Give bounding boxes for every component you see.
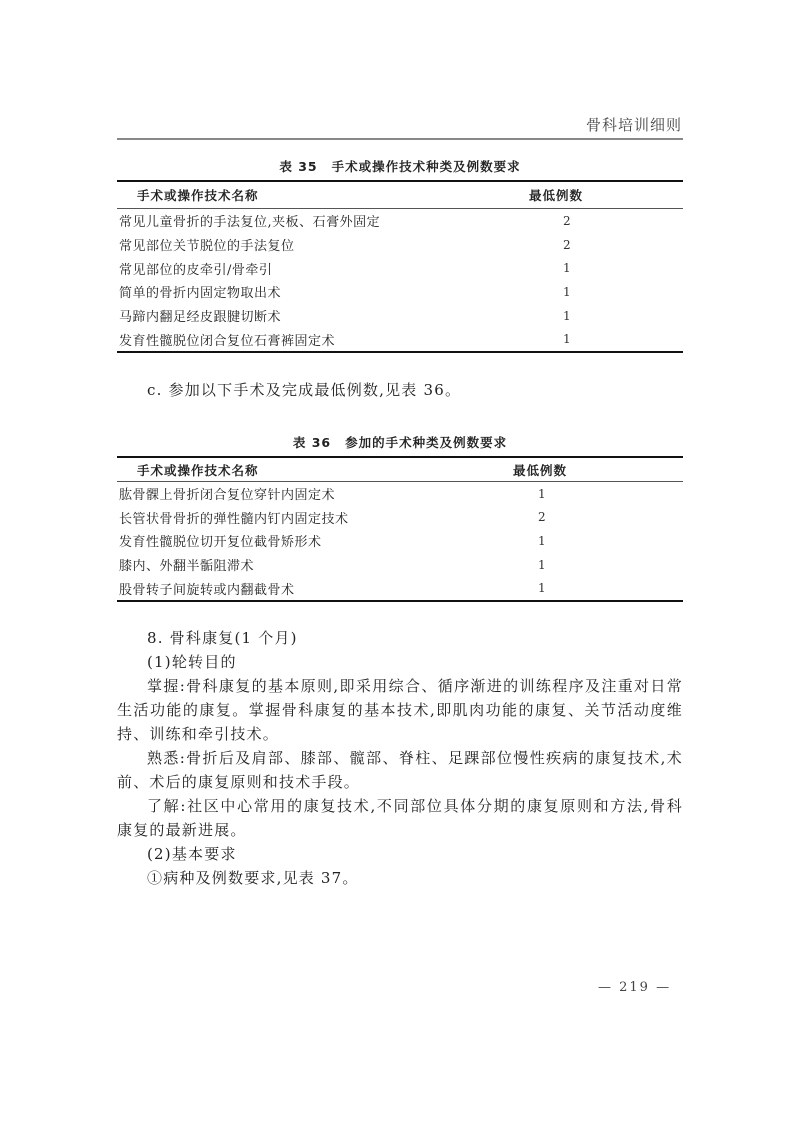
procedure-name: 膝内、外翻半骺阻滞术	[119, 559, 255, 575]
table-36	[117, 456, 683, 602]
paragraph-master: 掌握:骨科康复的基本原则,即采用综合、循序渐进的训练程序及注重对日常生活功能的康复。掌握骨科康复的基本技术,即肌肉功能的康复、关节活动度维持、训练和牵引技术。	[117, 677, 683, 743]
column-header-min-count: 最低例数	[513, 457, 683, 482]
table-row	[117, 209, 683, 233]
table-row	[117, 506, 683, 530]
subsection-heading-requirements: (2)基本要求	[147, 845, 237, 863]
procedure-name: 发育性髋脱位闭合复位石膏裤固定术	[117, 327, 529, 352]
column-header-min-count: 最低例数	[529, 181, 683, 209]
table-row	[117, 529, 683, 553]
table-35-label: 表 35	[279, 159, 318, 174]
table-row	[117, 327, 683, 352]
header-rule	[117, 138, 683, 140]
table-row	[117, 553, 683, 577]
table-row	[117, 233, 683, 257]
table-36-caption	[117, 433, 683, 451]
min-count: 1	[513, 576, 683, 601]
table-row	[117, 280, 683, 304]
min-count: 1	[538, 557, 546, 572]
min-count: 1	[529, 327, 683, 352]
table-35-title: 手术或操作技术种类及例数要求	[331, 159, 521, 174]
column-header-name: 手术或操作技术名称	[117, 181, 529, 209]
procedure-name: 发育性髋脱位切开复位截骨矫形术	[119, 535, 322, 551]
table-row	[117, 304, 683, 328]
section-heading: 8. 骨科康复(1 个月)	[147, 629, 298, 647]
procedure-name: 长管状骨骨折的弹性髓内钉内固定技术	[119, 511, 349, 527]
min-count: 2	[563, 213, 571, 228]
running-head: 骨科培训细则	[585, 116, 682, 134]
procedure-name: 常见儿童骨折的手法复位,夹板、石膏外固定	[119, 215, 381, 231]
min-count: 1	[538, 486, 546, 501]
table-header-row	[117, 181, 683, 209]
procedure-name: 股骨转子间旋转或内翻截骨术	[117, 576, 513, 601]
requirement-item-1: ①病种及例数要求,见表 37。	[147, 869, 359, 887]
procedure-name: 马蹄内翻足经皮跟腱切断术	[119, 310, 282, 326]
table-36-intro: c. 参加以下手术及完成最低例数,见表 36。	[147, 381, 462, 399]
paragraph-understand: 了解:社区中心常用的康复技术,不同部位具体分期的康复原则和方法,骨科康复的最新进展。	[117, 797, 683, 839]
min-count: 1	[563, 261, 571, 276]
min-count: 1	[538, 533, 546, 548]
procedure-name: 常见部位关节脱位的手法复位	[119, 239, 295, 255]
min-count: 1	[563, 284, 571, 299]
column-header-name: 手术或操作技术名称	[117, 457, 513, 482]
procedure-name: 简单的骨折内固定物取出术	[119, 286, 282, 302]
table-36-label: 表 36	[292, 435, 332, 450]
paragraph-familiar: 熟悉:骨折后及肩部、膝部、髋部、脊柱、足踝部位慢性疾病的康复技术,术前、术后的康复原则和技术手段。	[117, 749, 683, 791]
procedure-name: 常见部位的皮牵引/骨牵引	[119, 262, 273, 278]
min-count: 2	[563, 237, 571, 252]
table-35	[117, 180, 683, 353]
min-count: 2	[538, 510, 546, 525]
min-count: 1	[563, 308, 571, 323]
table-row	[117, 576, 683, 601]
table-header-row	[117, 457, 683, 482]
table-row	[117, 482, 683, 506]
subsection-heading-goals: (1)轮转目的	[147, 653, 237, 671]
table-35-caption	[117, 157, 683, 175]
page-number: — 219 —	[598, 980, 672, 995]
procedure-name: 肱骨髁上骨折闭合复位穿针内固定术	[119, 488, 336, 504]
table-36-title: 参加的手术种类及例数要求	[345, 435, 508, 450]
table-row	[117, 256, 683, 280]
